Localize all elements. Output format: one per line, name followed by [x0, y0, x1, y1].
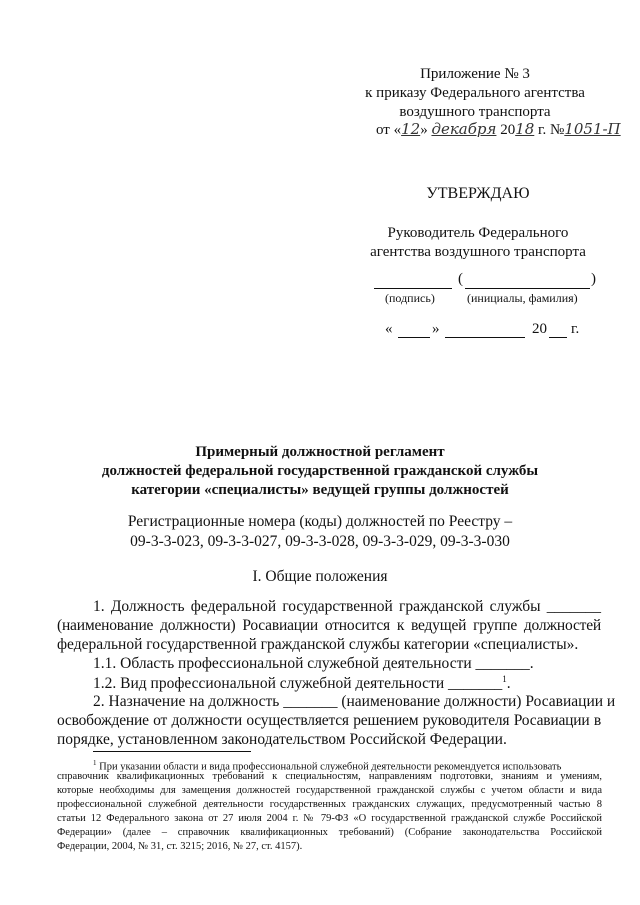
paragraph-1-line3: федеральной государственной гражданской службы категории «специалисты».	[57, 636, 579, 653]
appendix-date-day: 12	[401, 120, 421, 138]
footnote-separator	[93, 751, 251, 752]
footnote-line2: справочник квалификационных требований к специальностям, направлениям подготовки, знаниям и умениям,	[57, 771, 602, 782]
appendix-date-year-suffix: 18	[515, 120, 535, 138]
paragraph-1-line2: (наименование должности) Росавиации относится к ведущей группе должностей	[57, 617, 601, 634]
approval-position-line2: агентства воздушного транспорта	[370, 244, 586, 260]
paragraph-1-2	[93, 674, 511, 693]
footnote-line4: профессиональной служебной деятельности государственных гражданских служащих, предусмотренный частью 8	[57, 799, 602, 810]
initials-paren-close: )	[591, 271, 596, 287]
footnote-reference: 1	[502, 674, 507, 684]
signature-label: (подпись)	[385, 291, 435, 305]
appendix-number: Приложение № 3	[420, 66, 530, 82]
appendix-date-prefix: от «	[376, 122, 402, 138]
paragraph-1-2-text: 1.2. Вид профессиональной служебной деятельности _______	[93, 675, 503, 693]
approval-year-g: г.	[571, 321, 580, 337]
paragraph-1-line1: 1. Должность федеральной государственной гражданской службы _______	[93, 598, 601, 615]
footnote-line7: Федерации, 2004, № 31, ст. 3215; 2016, № 27, ст. 4157).	[57, 841, 303, 852]
paragraph-1-2-end: .	[506, 675, 511, 693]
appendix-order-line: к приказу Федерального агентства	[365, 85, 585, 101]
appendix-date-line	[376, 120, 621, 139]
approval-date-close: »	[432, 321, 440, 337]
section-heading: I. Общие положения	[252, 568, 388, 585]
appendix-agency-line: воздушного транспорта	[399, 104, 551, 120]
footnote-line6: Федерации» (далее – справочник квалификационных требований) (Собрание законодательства Российской	[57, 827, 602, 838]
appendix-order-number: 1051-П	[564, 120, 621, 138]
footnote-line5: статьи 12 Федерального закона от 27 июля 2004 г. № 79-ФЗ «О государственной гражданской службе Российской	[57, 813, 602, 824]
appendix-date-year-prefix: 20	[500, 122, 516, 138]
approval-heading: УТВЕРЖДАЮ	[426, 185, 530, 202]
document-title-line2: должностей федеральной государственной гражданской службы	[101, 463, 539, 479]
footnote-marker: 1	[93, 759, 97, 767]
footnote-line1-text: При указании области и вида профессиональной служебной деятельности рекомендуется использовать	[99, 761, 562, 773]
approval-day-line	[398, 337, 430, 338]
appendix-date-mid: »	[420, 122, 428, 138]
paragraph-2-line2: освобождение от должности осуществляется решением руководителя Росавиации в	[57, 712, 601, 729]
approval-date-open: «	[385, 321, 393, 337]
approval-position-line1: Руководитель Федерального	[387, 225, 569, 241]
initials-line	[465, 288, 590, 289]
footnote-line3: которые необходимы для замещения должностей государственной гражданской службы с учетом области и вида	[57, 785, 602, 796]
paragraph-2-line1: 2. Назначение на должность _______ (наименование должности) Росавиации и	[93, 693, 616, 710]
registry-line1: Регистрационные номера (коды) должностей по Реестру –	[127, 513, 513, 530]
appendix-date-g: г. №	[538, 122, 565, 138]
document-title-line3: категории «специалисты» ведущей группы должностей	[131, 482, 509, 498]
document-title-line1: Примерный должностной регламент	[195, 444, 445, 460]
registry-line2: 09-3-3-023, 09-3-3-027, 09-3-3-028, 09-3-3-029, 09-3-3-030	[130, 533, 510, 550]
approval-year-line	[549, 337, 567, 338]
initials-paren-open: (	[458, 271, 463, 287]
appendix-date-month: декабря	[431, 120, 497, 138]
approval-year-prefix: 20	[532, 321, 547, 337]
signature-line	[374, 288, 452, 289]
paragraph-2-line3: порядке, установленном законодательством Российской Федерации.	[57, 731, 507, 748]
initials-label: (инициалы, фамилия)	[467, 291, 578, 305]
approval-month-line	[445, 337, 525, 338]
paragraph-1-1: 1.1. Область профессиональной служебной деятельности _______.	[93, 655, 534, 672]
